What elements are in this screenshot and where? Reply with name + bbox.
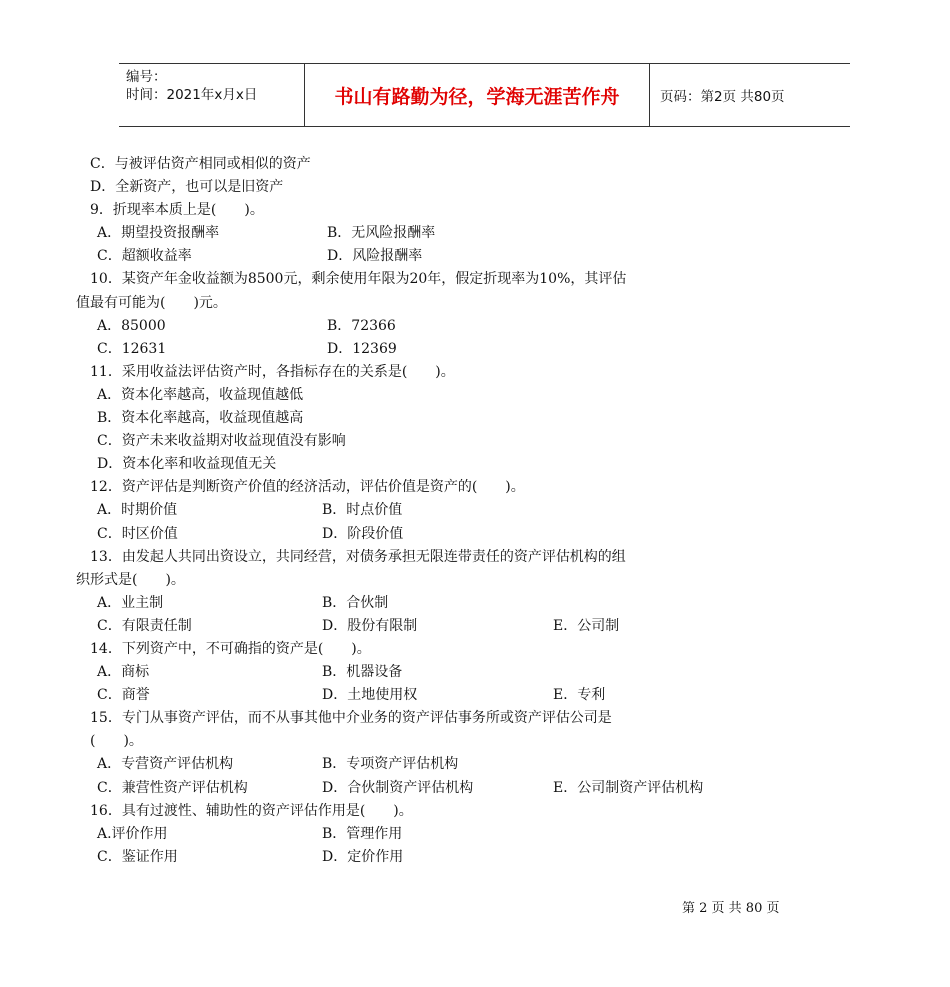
- option-e: E．公司制: [553, 617, 620, 634]
- question-12: 12．资产评估是判断资产价值的经济活动，评估价值是资产的( )。: [90, 479, 525, 496]
- question-13: 13．由发起人共同出资设立，共同经营，对债务承担无限连带责任的资产评估机构的组: [90, 548, 626, 565]
- question-16: 16．具有过渡性、辅助性的资产评估作用是( )。: [90, 802, 413, 819]
- option-a: A．时期价值: [97, 502, 178, 519]
- option-c: C．资产未来收益期对收益现值没有影响: [97, 433, 346, 450]
- option-d: D．定价作用: [322, 848, 404, 865]
- option-a: A．资本化率越高，收益现值越低: [97, 386, 304, 403]
- option-row: [76, 222, 776, 245]
- option-c: C．兼营性资产评估机构: [97, 779, 248, 796]
- option-row: [76, 846, 776, 869]
- page-header: [119, 63, 850, 127]
- option-a: A．业主制: [97, 594, 164, 611]
- time-label: 时间：2021年x月x日: [126, 87, 258, 103]
- question-11: 11．采用收益法评估资产时，各指标存在的关系是( )。: [90, 363, 455, 380]
- option-d: D．12369: [327, 340, 397, 357]
- question-15: 15．专门从事资产评估，而不从事其他中介业务的资产评估事务所或资产评估公司是: [90, 710, 612, 727]
- option-row: [76, 592, 776, 615]
- option-row: [76, 453, 776, 476]
- number-label: 编号：: [126, 69, 167, 85]
- option-line: C．与被评估资产相同或相似的资产: [90, 156, 311, 172]
- question-14: 14．下列资产中，不可确指的资产是( )。: [90, 640, 371, 657]
- option-b: B．管理作用: [322, 825, 403, 842]
- option-a: A．期望投资报酬率: [97, 225, 220, 242]
- question-10: 10．某资产年金收益额为8500元，剩余使用年限为20年，假定折现率为10%，其评估: [90, 271, 627, 288]
- option-row: [76, 407, 776, 430]
- option-row: [76, 315, 776, 338]
- option-d: D．阶段价值: [322, 525, 404, 542]
- header-meta: [119, 64, 305, 126]
- option-row: [76, 430, 776, 453]
- option-row: [76, 684, 776, 707]
- option-row: [76, 777, 776, 800]
- question-9: 9．折现率本质上是( )。: [90, 202, 264, 219]
- question-15-continued: ( )。: [90, 733, 143, 750]
- option-d: D．土地使用权: [322, 687, 418, 704]
- option-b: B．资本化率越高，收益现值越高: [97, 410, 304, 427]
- option-c: C．超额收益率: [97, 248, 192, 265]
- option-row: [76, 499, 776, 522]
- option-row: [76, 753, 776, 776]
- question-13-continued: 织形式是( )。: [76, 571, 185, 588]
- option-row: [76, 384, 776, 407]
- header-motto: 书山有路勤为径，学海无涯苦作舟: [305, 64, 650, 126]
- option-row: [76, 823, 776, 846]
- option-b: B．机器设备: [322, 664, 403, 681]
- option-d: D．合伙制资产评估机构: [322, 779, 474, 796]
- option-c: C．时区价值: [97, 525, 178, 542]
- page-footer: 第 2 页 共 80 页: [682, 901, 780, 916]
- option-d: D．股份有限制: [322, 617, 418, 634]
- option-row: [76, 615, 776, 638]
- option-c: C．商誉: [97, 687, 150, 704]
- option-c: C．有限责任制: [97, 617, 192, 634]
- option-b: B．时点价值: [322, 502, 403, 519]
- option-row: [76, 338, 776, 361]
- header-page-label: 页码：第2页 共80页: [660, 89, 785, 105]
- option-c: C．鉴证作用: [97, 848, 178, 865]
- option-row: [76, 661, 776, 684]
- option-b: B．合伙制: [322, 594, 389, 611]
- option-row: [76, 523, 776, 546]
- option-b: B．72366: [327, 317, 396, 334]
- option-d: D．资本化率和收益现值无关: [97, 456, 277, 473]
- option-c: C．12631: [97, 340, 167, 357]
- option-a: A．85000: [97, 317, 166, 334]
- question-content: [76, 153, 776, 869]
- option-a: A.评价作用: [97, 825, 168, 842]
- option-b: B．无风险报酬率: [327, 225, 436, 242]
- option-e: E．专利: [553, 687, 606, 704]
- option-d: D．风险报酬率: [327, 248, 423, 265]
- option-b: B．专项资产评估机构: [322, 756, 459, 773]
- option-e: E．公司制资产评估机构: [553, 779, 704, 796]
- option-row: [76, 245, 776, 268]
- option-a: A．专营资产评估机构: [97, 756, 234, 773]
- question-10-continued: 值最有可能为( )元。: [76, 294, 227, 311]
- option-a: A．商标: [97, 664, 150, 681]
- option-line: D．全新资产，也可以是旧资产: [90, 179, 284, 196]
